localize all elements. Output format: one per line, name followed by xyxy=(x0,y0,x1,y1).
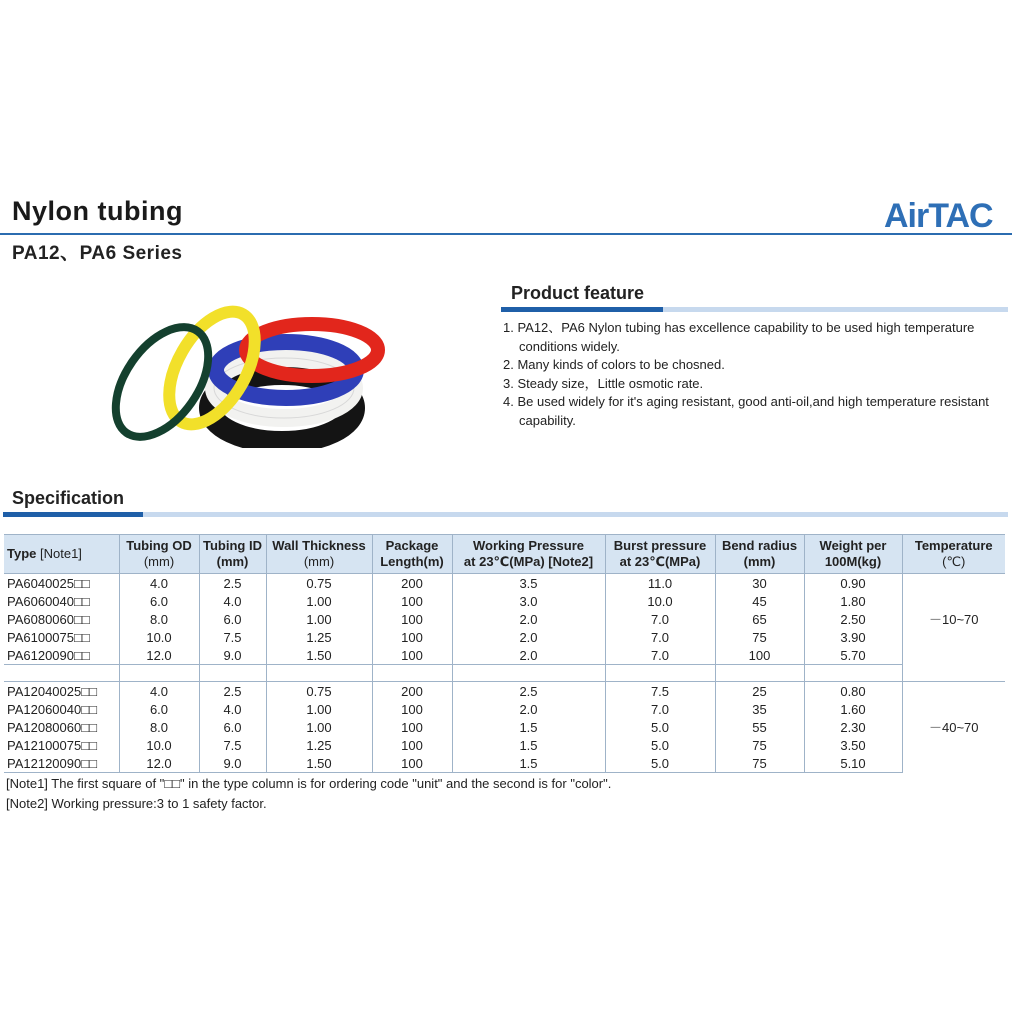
col-header-package-length: Package Length(m) xyxy=(372,535,452,574)
cell-weight: 1.80 xyxy=(804,592,902,610)
specification-heading: Specification xyxy=(12,488,125,508)
cell-burst-pressure: 10.0 xyxy=(605,592,715,610)
cell-wall: 1.00 xyxy=(266,592,372,610)
cell-working-pressure: 2.0 xyxy=(452,646,605,665)
cell-working-pressure: 3.5 xyxy=(452,574,605,593)
cell-bend-radius: 30 xyxy=(715,574,804,593)
cell-bend-radius: 75 xyxy=(715,736,804,754)
col-header-working-pressure: Working Pressure at 23℃(MPa) [Note2] xyxy=(452,535,605,574)
cell-working-pressure: 2.0 xyxy=(452,628,605,646)
cell-wall: 1.50 xyxy=(266,646,372,665)
col-header-bend-radius: Bend radius (mm) xyxy=(715,535,804,574)
cell-weight: 2.30 xyxy=(804,718,902,736)
cell-weight: 3.50 xyxy=(804,736,902,754)
cell-working-pressure: 3.0 xyxy=(452,592,605,610)
cell-length: 100 xyxy=(372,736,452,754)
cell-burst-pressure: 7.0 xyxy=(605,700,715,718)
cell-burst-pressure: 5.0 xyxy=(605,736,715,754)
cell-id: 2.5 xyxy=(199,682,266,701)
table-row xyxy=(4,754,1005,773)
table-row xyxy=(4,610,1005,628)
table-row xyxy=(4,700,1005,718)
cell-burst-pressure: 5.0 xyxy=(605,754,715,773)
table-row xyxy=(4,574,1005,593)
col-header-type: Type [Note1] xyxy=(4,535,119,574)
cell-weight: 5.10 xyxy=(804,754,902,773)
page-title: Nylon tubing xyxy=(12,196,183,226)
cell-od: 4.0 xyxy=(119,682,199,701)
table-row xyxy=(4,592,1005,610)
cell-id: 7.5 xyxy=(199,628,266,646)
airtac-logo xyxy=(884,196,1012,232)
cell-working-pressure: 1.5 xyxy=(452,736,605,754)
cell-weight: 5.70 xyxy=(804,646,902,665)
pa12-group xyxy=(4,682,1005,773)
cell-weight: 0.80 xyxy=(804,682,902,701)
cell-od: 6.0 xyxy=(119,700,199,718)
cell-bend-radius: 75 xyxy=(715,628,804,646)
cell-length: 200 xyxy=(372,574,452,593)
cell-bend-radius: 100 xyxy=(715,646,804,665)
cell-length: 100 xyxy=(372,646,452,665)
col-header-weight: Weight per 100M(kg) xyxy=(804,535,902,574)
cell-type: PA12040025□□ xyxy=(7,683,97,699)
cell-wall: 1.25 xyxy=(266,628,372,646)
cell-id: 4.0 xyxy=(199,592,266,610)
col-header-wall-thickness: Wall Thickness (mm) xyxy=(266,535,372,574)
cell-length: 100 xyxy=(372,592,452,610)
cell-bend-radius: 75 xyxy=(715,754,804,773)
col-header-tubing-od: Tubing OD (mm) xyxy=(119,535,199,574)
cell-working-pressure: 2.0 xyxy=(452,610,605,628)
cell-burst-pressure: 11.0 xyxy=(605,574,715,593)
cell-type: PA6040025□□ xyxy=(7,575,90,591)
cell-bend-radius: 65 xyxy=(715,610,804,628)
cell-length: 100 xyxy=(372,610,452,628)
product-feature-bar-light xyxy=(663,307,1008,312)
cell-burst-pressure: 7.0 xyxy=(605,628,715,646)
cell-id: 6.0 xyxy=(199,718,266,736)
cell-length: 100 xyxy=(372,628,452,646)
cell-length: 200 xyxy=(372,682,452,701)
feature-item: 4. Be used widely for it's aging resistant, good anti-oil,and high temperature resistant capability. xyxy=(503,394,989,428)
cell-od: 10.0 xyxy=(119,736,199,754)
cell-od: 10.0 xyxy=(119,628,199,646)
cell-weight: 1.60 xyxy=(804,700,902,718)
specification-bar-light xyxy=(143,512,1008,517)
feature-item: 1. PA12、PA6 Nylon tubing has excellence capability to be used high temperature conditions widely. xyxy=(503,320,975,354)
cell-type: PA6100075□□ xyxy=(7,629,90,645)
cell-type: PA6080060□□ xyxy=(7,611,90,627)
cell-working-pressure: 2.0 xyxy=(452,700,605,718)
cell-working-pressure: 1.5 xyxy=(452,718,605,736)
cell-od: 12.0 xyxy=(119,754,199,773)
cell-id: 4.0 xyxy=(199,700,266,718)
cell-bend-radius: 45 xyxy=(715,592,804,610)
cell-burst-pressure: 5.0 xyxy=(605,718,715,736)
cell-temperature: －40~70 xyxy=(902,682,1005,773)
col-header-temperature: Temperature (℃) xyxy=(902,535,1005,574)
cell-id: 9.0 xyxy=(199,646,266,665)
cell-id: 9.0 xyxy=(199,754,266,773)
cell-id: 2.5 xyxy=(199,574,266,593)
cell-type: PA6060040□□ xyxy=(7,593,90,609)
cell-type: PA12100075□□ xyxy=(7,737,97,753)
cell-wall: 1.50 xyxy=(266,754,372,773)
table-row xyxy=(4,718,1005,736)
cell-working-pressure: 1.5 xyxy=(452,754,605,773)
spacer-row xyxy=(4,665,1005,682)
feature-item: 2. Many kinds of colors to be chosned. xyxy=(503,357,725,372)
specification-table xyxy=(4,534,1005,773)
cell-bend-radius: 35 xyxy=(715,700,804,718)
cell-wall: 0.75 xyxy=(266,574,372,593)
table-row xyxy=(4,736,1005,754)
cell-burst-pressure: 7.0 xyxy=(605,646,715,665)
cell-od: 4.0 xyxy=(119,574,199,593)
table-row xyxy=(4,628,1005,646)
pa6-group xyxy=(4,574,1005,665)
specification-bar xyxy=(3,512,143,517)
cell-wall: 1.00 xyxy=(266,718,372,736)
col-header-tubing-id: Tubing ID (mm) xyxy=(199,535,266,574)
cell-wall: 0.75 xyxy=(266,682,372,701)
cell-burst-pressure: 7.5 xyxy=(605,682,715,701)
group-spacer xyxy=(4,665,1005,682)
cell-working-pressure: 2.5 xyxy=(452,682,605,701)
cell-id: 7.5 xyxy=(199,736,266,754)
cell-type: PA12120090□□ xyxy=(4,754,119,773)
table-header-row xyxy=(4,535,1005,574)
cell-od: 8.0 xyxy=(119,610,199,628)
cell-weight: 0.90 xyxy=(804,574,902,593)
brand-logo-text: AirTAC xyxy=(884,197,993,232)
note-1: [Note1] The first square of "□□" in the type column is for ordering code "unit" and the second is for "color". xyxy=(6,776,612,791)
cell-od: 6.0 xyxy=(119,592,199,610)
cell-type: PA6120090□□ xyxy=(4,646,119,665)
product-feature-heading: Product feature xyxy=(511,283,645,303)
cell-wall: 1.00 xyxy=(266,700,372,718)
product-feature-bar xyxy=(501,307,663,312)
cell-bend-radius: 55 xyxy=(715,718,804,736)
cell-length: 100 xyxy=(372,700,452,718)
cell-od: 12.0 xyxy=(119,646,199,665)
page-subtitle: PA12、PA6 Series xyxy=(12,243,183,264)
cell-weight: 2.50 xyxy=(804,610,902,628)
cell-bend-radius: 25 xyxy=(715,682,804,701)
cell-wall: 1.25 xyxy=(266,736,372,754)
cell-wall: 1.00 xyxy=(266,610,372,628)
table-row xyxy=(4,682,1005,701)
cell-length: 100 xyxy=(372,718,452,736)
cell-id: 6.0 xyxy=(199,610,266,628)
cell-type: PA12080060□□ xyxy=(7,719,97,735)
tubing-coils-photo xyxy=(92,298,392,448)
note-2: [Note2] Working pressure:3 to 1 safety factor. xyxy=(6,796,267,811)
feature-list xyxy=(503,319,1023,430)
cell-weight: 3.90 xyxy=(804,628,902,646)
feature-item: 3. Steady size，Little osmotic rate. xyxy=(503,375,704,391)
cell-burst-pressure: 7.0 xyxy=(605,610,715,628)
cell-temperature: －10~70 xyxy=(902,574,1005,665)
cell-length: 100 xyxy=(372,754,452,773)
table-row xyxy=(4,646,1005,665)
cell-od: 8.0 xyxy=(119,718,199,736)
cell-type: PA12060040□□ xyxy=(7,701,97,717)
title-divider xyxy=(0,233,1012,235)
col-header-burst-pressure: Burst pressure at 23℃(MPa) xyxy=(605,535,715,574)
